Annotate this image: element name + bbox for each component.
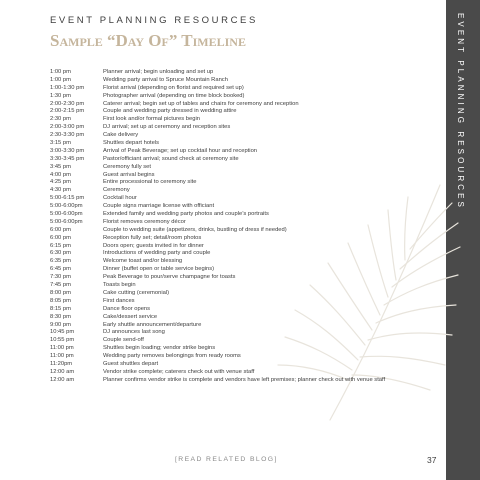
timeline-time: 1:30 pm xyxy=(50,92,71,99)
timeline-description: First dances xyxy=(103,297,135,304)
timeline-description: Shuttles begin loading; vendor strike begins xyxy=(103,345,216,352)
timeline-description: Cocktail hour xyxy=(103,195,137,202)
timeline-description: Couple to wedding suite (appetizers, drinks, bustling of dress if needed) xyxy=(103,226,287,233)
timeline-time: 2:00-2:15 pm xyxy=(50,108,85,115)
timeline-description: Cake cutting (ceremonial) xyxy=(103,289,170,296)
timeline-row xyxy=(50,108,442,116)
timeline-description: Ceremony fully set xyxy=(103,163,152,170)
timeline-description: Welcome toast and/or blessing xyxy=(103,258,183,265)
timeline-time: 4:30 pm xyxy=(50,187,71,194)
timeline-description: Introductions of wedding party and couple xyxy=(103,250,211,257)
timeline-row xyxy=(50,377,442,385)
timeline-description: Ceremony xyxy=(103,187,130,194)
timeline-description: Florist removes ceremony décor xyxy=(103,218,186,225)
timeline-row xyxy=(50,164,442,172)
side-tab-label: EVENT PLANNING RESOURCES xyxy=(456,13,465,210)
timeline-time: 8:15 pm xyxy=(50,305,71,312)
timeline-description: Photographer arrival (depending on time block booked) xyxy=(103,92,245,99)
timeline-description: Doors open; guests invited in for dinner xyxy=(103,242,204,249)
timeline-row xyxy=(50,211,442,219)
timeline-time: 1:00-1:30 pm xyxy=(50,84,85,91)
timeline-description: Couple send-off xyxy=(103,337,144,344)
timeline-time: 5:00-6:00pm xyxy=(50,203,83,210)
timeline-time: 12:00 am xyxy=(50,368,75,375)
timeline-time: 3:00-3:30 pm xyxy=(50,147,85,154)
timeline-time: 8:30 pm xyxy=(50,313,71,320)
timeline-time: 1:00 pm xyxy=(50,69,71,75)
timeline-time: 5:00-6:00pm xyxy=(50,211,83,218)
timeline-row xyxy=(50,172,442,180)
timeline-description: Wedding party arrival to Spruce Mountain Ranch xyxy=(103,76,228,83)
timeline-time: 6:35 pm xyxy=(50,258,71,265)
timeline-time: 1:00 pm xyxy=(50,76,71,83)
timeline-time: 4:00 pm xyxy=(50,171,71,178)
timeline-time: 8:00 pm xyxy=(50,289,71,296)
timeline-list xyxy=(50,69,442,385)
timeline-description: Shuttles depart hotels xyxy=(103,140,160,147)
timeline-time: 8:05 pm xyxy=(50,297,71,304)
timeline-description: Reception fully set; detail/room photos xyxy=(103,234,202,241)
timeline-row xyxy=(50,140,442,148)
timeline-row xyxy=(50,306,442,314)
timeline-row xyxy=(50,235,442,243)
timeline-time: 6:45 pm xyxy=(50,266,71,273)
timeline-time: 2:30-3:30 pm xyxy=(50,132,85,139)
timeline-description: Early shuttle announcement/departure xyxy=(103,321,202,328)
timeline-description: Wedding party removes belongings from ready rooms xyxy=(103,353,241,360)
timeline-row xyxy=(50,243,442,251)
timeline-description: Entire processional to ceremony site xyxy=(103,179,197,186)
timeline-time: 3:45 pm xyxy=(50,163,71,170)
timeline-description: Cake/dessert service xyxy=(103,313,158,320)
timeline-time: 6:00 pm xyxy=(50,234,71,241)
timeline-row xyxy=(50,156,442,164)
section-eyebrow: EVENT PLANNING RESOURCES xyxy=(50,15,258,26)
timeline-row xyxy=(50,250,442,258)
timeline-description: DJ arrival; set up at ceremony and reception sites xyxy=(103,124,231,131)
timeline-description: Extended family and wedding party photos and couple’s portraits xyxy=(103,211,269,218)
timeline-row xyxy=(50,179,442,187)
timeline-description: Caterer arrival; begin set up of tables and chairs for ceremony and reception xyxy=(103,100,299,107)
timeline-row xyxy=(50,148,442,156)
timeline-time: 10:55 pm xyxy=(50,337,75,344)
timeline-description: Guest arrival begins xyxy=(103,171,155,178)
timeline-time: 11:20pm xyxy=(50,360,73,367)
timeline-row xyxy=(50,116,442,124)
timeline-time: 2:00-3:00 pm xyxy=(50,124,85,131)
timeline-row xyxy=(50,353,442,361)
timeline-description: Vendor strike complete; caterers check out with venue staff xyxy=(103,368,255,375)
timeline-row xyxy=(50,274,442,282)
timeline-time: 5:00-6:15 pm xyxy=(50,195,85,202)
timeline-description: First look and/or formal pictures begin xyxy=(103,116,200,123)
timeline-row xyxy=(50,298,442,306)
timeline-row xyxy=(50,101,442,109)
timeline-description: Cake delivery xyxy=(103,132,139,139)
timeline-row xyxy=(50,345,442,353)
timeline-time: 6:30 pm xyxy=(50,250,71,257)
timeline-row xyxy=(50,290,442,298)
timeline-time: 11:00 pm xyxy=(50,345,74,352)
timeline-row xyxy=(50,337,442,345)
timeline-row xyxy=(50,361,442,369)
timeline-time: 6:00 pm xyxy=(50,226,71,233)
timeline-description: Dinner (buffet open or table service begins) xyxy=(103,266,215,273)
timeline-description: Couple signs marriage license with officiant xyxy=(103,203,215,210)
timeline-description: Peak Beverage to pour/serve champagne for toasts xyxy=(103,274,236,281)
timeline-time: 6:15 pm xyxy=(50,242,71,249)
page-number: 37 xyxy=(427,455,437,465)
timeline-row xyxy=(50,195,442,203)
timeline-row xyxy=(50,85,442,93)
read-related-blog-link[interactable]: [READ RELATED BLOG] xyxy=(175,456,278,463)
timeline-row xyxy=(50,329,442,337)
timeline-time: 2:00-2:30 pm xyxy=(50,100,85,107)
timeline-row xyxy=(50,258,442,266)
timeline-description: Arrival of Peak Beverage; set up cocktail hour and reception xyxy=(103,147,258,154)
timeline-row xyxy=(50,203,442,211)
timeline-row xyxy=(50,227,442,235)
timeline-row xyxy=(50,77,442,85)
timeline-row xyxy=(50,266,442,274)
timeline-row xyxy=(50,322,442,330)
timeline-description: Guest shuttles depart xyxy=(103,360,159,367)
timeline-time: 3:15 pm xyxy=(50,140,71,147)
timeline-row xyxy=(50,124,442,132)
timeline-time: 7:30 pm xyxy=(50,274,71,281)
timeline-description: Pastor/officiant arrival; sound check at ceremony site xyxy=(103,155,239,162)
timeline-time: 10:45 pm xyxy=(50,329,75,336)
timeline-row xyxy=(50,369,442,377)
timeline-time: 11:00 pm xyxy=(50,353,74,360)
timeline-time: 7:45 pm xyxy=(50,282,71,289)
timeline-row xyxy=(50,69,442,77)
timeline-time: 2:30 pm xyxy=(50,116,71,123)
timeline-row xyxy=(50,282,442,290)
timeline-description: DJ announces last song xyxy=(103,329,165,336)
timeline-row xyxy=(50,132,442,140)
timeline-row xyxy=(50,187,442,195)
timeline-description: Dance floor opens xyxy=(103,305,151,312)
timeline-time: 4:25 pm xyxy=(50,179,71,186)
timeline-time: 5:00-6:00pm xyxy=(50,218,83,225)
timeline-time: 12:00 am xyxy=(50,376,75,383)
page-title: Sample “Day Of” Timeline xyxy=(50,31,246,50)
timeline-description: Planner confirms vendor strike is complete and vendors have left premises; planner check out with venue staff xyxy=(103,376,386,383)
timeline-description: Florist arrival (depending on florist and required set up) xyxy=(103,84,244,91)
timeline-description: Planner arrival; begin unloading and set up xyxy=(103,69,214,75)
timeline-time: 3:30-3:45 pm xyxy=(50,155,85,162)
timeline-description: Couple and wedding party dressed in wedding attire xyxy=(103,108,237,115)
timeline-row xyxy=(50,314,442,322)
timeline-row xyxy=(50,219,442,227)
timeline-time: 9:00 pm xyxy=(50,321,71,328)
timeline-description: Toasts begin xyxy=(103,282,136,289)
timeline-row xyxy=(50,93,442,101)
